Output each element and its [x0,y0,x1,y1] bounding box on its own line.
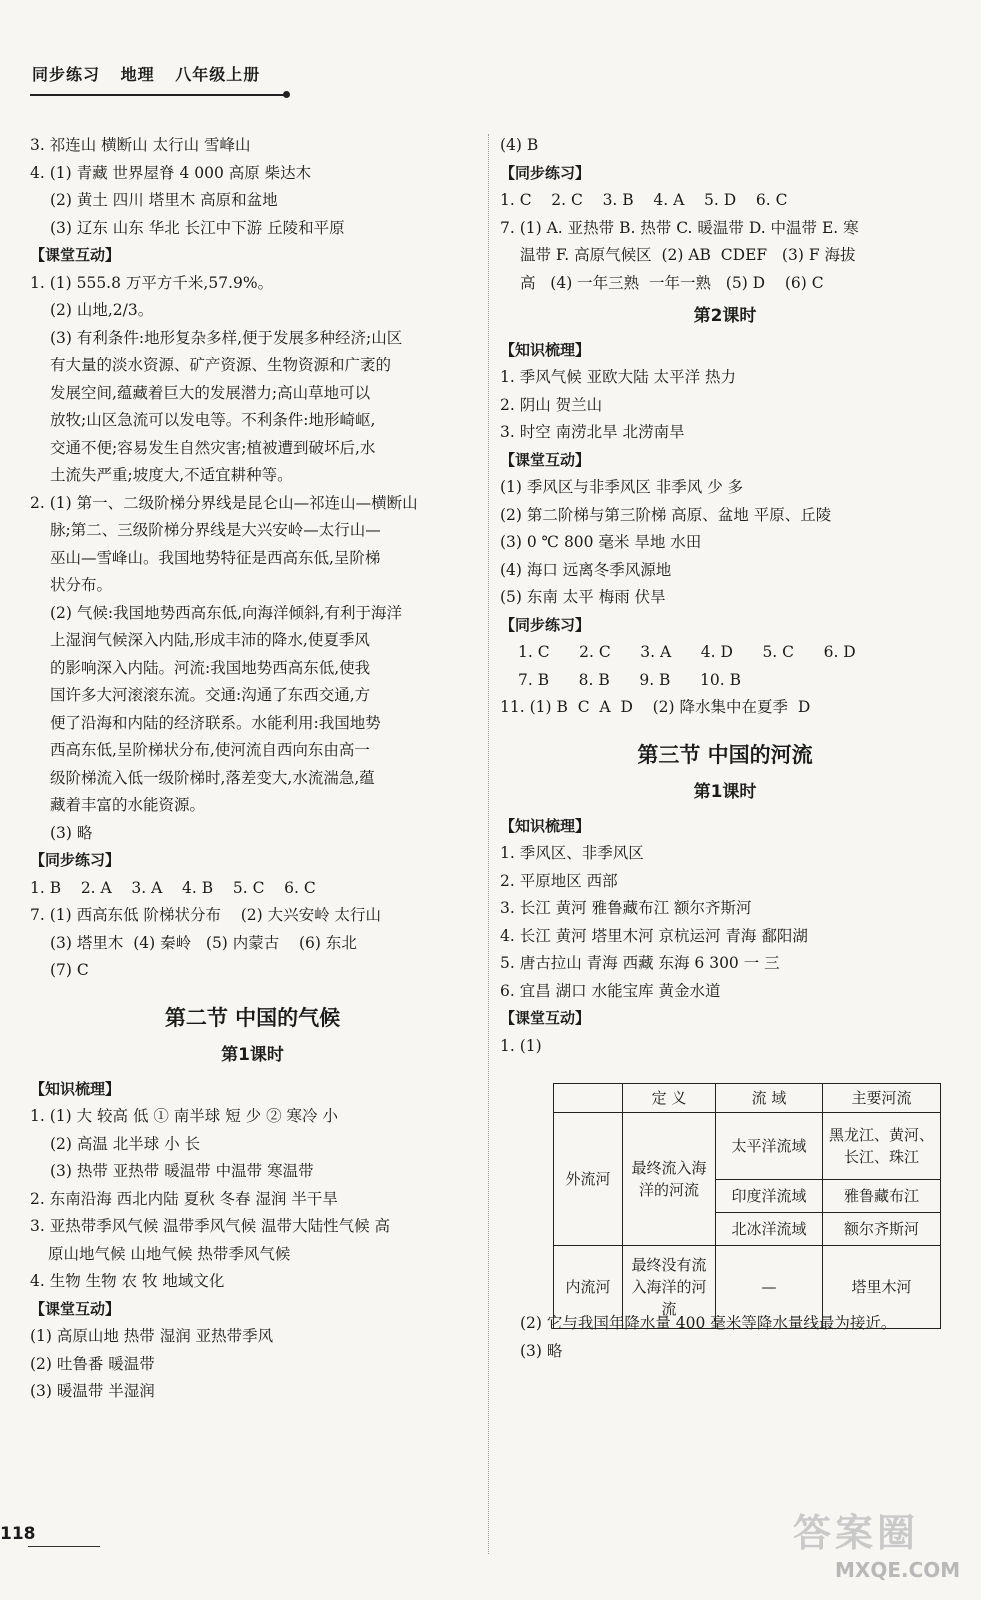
answer-line: 7. (1) 西高东低 阶梯状分布 (2) 大兴安岭 太行山 [30,906,382,924]
answer-line: (2) 吐鲁番 暖温带 [30,1354,155,1373]
answer-line: 1. C 2. C 3. A 4. D 5. C 6. D [518,643,856,661]
answer-line: 有大量的淡水资源、矿产资源、生物资源和广袤的 [50,356,392,374]
river-table [553,1083,941,1329]
answer-line: 2. 东南沿海 西北内陆 夏秋 冬春 湿润 半干旱 [30,1189,338,1208]
answer-line: 西高东低,呈阶梯状分布,使河流自西向东由高一 [50,741,370,759]
answer-line: 交通不便;容易发生自然灾害;植被遭到破坏后,水 [50,438,376,457]
table-header-blank [554,1084,623,1113]
answer-line: (2) 它与我国年降水量 400 毫米等降水量线最为接近。 [520,1314,897,1332]
answer-line: 土流失严重;坡度大,不适宜耕种等。 [50,466,293,484]
watermark-url: MXQE.COM [835,1558,961,1582]
section-label: 【同步练习】 [500,163,591,182]
answer-line: 1. C 2. C 3. B 4. A 5. D 6. C [500,191,788,209]
answer-line: (3) 有利条件:地形复杂多样,便于发展多种经济;山区 [50,328,403,347]
lesson-title: 第2课时 [693,306,757,326]
answer-line: (3) 暖温带 半湿润 [30,1382,155,1400]
answer-line: 1. (1) 555.8 万平方千米,57.9%。 [30,273,274,292]
answer-line: (2) 第二阶梯与第三阶梯 高原、盆地 平原、丘陵 [500,505,832,524]
river-basin: 印度洋流域 [716,1180,823,1213]
answer-line: 7. B 8. B 9. B 10. B [518,670,741,689]
answer-line: 上湿润气候深入内陆,形成丰沛的降水,使夏季风 [50,631,370,649]
lesson-title: 第1课时 [693,782,757,802]
answer-line: 温带 F. 高原气候区 (2) AB CDEF (3) F 海拔 [520,246,856,264]
river-names: 塔里木河 [823,1246,941,1329]
answer-line: 发展空间,蕴藏着巨大的发展潜力;高山草地可以 [50,383,371,402]
answer-line: (2) 高温 北半球 小 长 [50,1134,201,1153]
section-title: 第三节 中国的河流 [637,742,813,767]
grade: 八年级上册 [175,65,261,84]
section-label: 【同步练习】 [500,615,591,634]
table-header: 流 域 [716,1084,823,1113]
answer-line: (7) C [50,961,89,979]
answer-line: 3. 亚热带季风气候 温带季风气候 温带大陆性气候 高 [30,1217,390,1235]
section-label: 【同步练习】 [30,851,121,869]
answer-line: 原山地气候 山地气候 热带季风气候 [48,1244,291,1263]
answer-line: 11. (1) B C A D (2) 降水集中在夏季 D [500,698,811,716]
answer-line: (2) 黄土 四川 塔里木 高原和盆地 [50,191,278,209]
river-basin: 北冰洋流域 [716,1213,823,1246]
answer-line: (2) 山地,2/3。 [50,301,154,319]
page-number: 118 [0,1524,36,1544]
answer-line: 藏着丰富的水能资源。 [50,796,206,814]
answer-line: 3. 长江 黄河 雅鲁藏布江 额尔齐斯河 [500,899,752,917]
page-header [32,62,274,85]
header-dot [283,91,290,98]
answer-line: 2. 阴山 贺兰山 [500,395,603,414]
answer-line: (3) 略 [520,1341,563,1360]
answer-line: 4. 长江 黄河 塔里木河 京杭运河 青海 鄱阳湖 [500,926,808,945]
answer-line: 便了沿海和内陆的经济联系。水能利用:我国地势 [50,713,381,732]
lesson-title: 第1课时 [221,1045,284,1065]
section-label: 【知识梳理】 [500,816,591,835]
river-basin: 太平洋流域 [716,1113,823,1180]
river-names: 黑龙江、黄河、长江、珠江 [823,1113,941,1180]
header-rule [30,94,286,96]
table-header-row [554,1084,941,1113]
answer-line: 巫山—雪峰山。我国地势特征是西高东低,呈阶梯 [50,548,381,567]
answer-line: (3) 塔里木 (4) 秦岭 (5) 内蒙古 (6) 东北 [50,933,357,952]
river-definition: 最终没有流入海洋的河流 [623,1246,716,1329]
book-title: 同步练习 [32,65,101,84]
answer-line: (3) 热带 亚热带 暖温带 中温带 寒温带 [50,1162,314,1180]
answer-line: 6. 宜昌 湖口 水能宝库 黄金水道 [500,981,721,1000]
answer-line: 3. 祁连山 横断山 太行山 雪峰山 [30,136,251,154]
answer-line: 4. (1) 青藏 世界屋脊 4 000 高原 柴达木 [30,163,312,182]
table-header: 定 义 [623,1084,716,1113]
answer-line: 1. B 2. A 3. A 4. B 5. C 6. C [30,878,316,897]
answer-line: (1) 高原山地 热带 湿润 亚热带季风 [30,1327,274,1345]
answer-line: (3) 辽东 山东 华北 长江中下游 丘陵和平原 [50,218,345,237]
answer-line: 级阶梯流入低一级阶梯时,落差变大,水流湍急,蕴 [50,768,375,787]
answer-line: (3) 略 [50,823,93,842]
answer-line: 的影响深入内陆。河流:我国地势西高东低,使我 [50,658,371,677]
answer-line: 1. 季风气候 亚欧大陆 太平洋 热力 [500,368,736,386]
left-column [30,132,475,1406]
answer-line: 状分布。 [50,576,113,594]
answer-line: 脉;第二、三级阶梯分界线是大兴安岭—太行山— [50,521,381,539]
answer-line: 5. 唐古拉山 青海 西藏 东海 6 300 一 三 [500,954,780,972]
answer-line: 1. (1) [500,1036,542,1055]
answer-line: 3. 时空 南涝北旱 北涝南旱 [500,423,685,441]
section-label: 【课堂互动】 [30,246,121,264]
answer-line: (5) 东南 太平 梅雨 伏旱 [500,588,666,606]
river-type: 外流河 [554,1113,623,1246]
answer-line: (4) 海口 远离冬季风源地 [500,560,672,579]
river-names: 额尔齐斯河 [823,1213,941,1246]
answer-line: (2) 气候:我国地势西高东低,向海洋倾斜,有利于海洋 [50,603,402,622]
answer-line: 7. (1) A. 亚热带 B. 热带 C. 暖温带 D. 中温带 E. 寒 [500,218,859,237]
column-divider [488,134,489,1554]
page-number-rule [28,1546,100,1547]
answer-line: 4. 生物 生物 农 牧 地域文化 [30,1272,225,1290]
answer-line: 国许多大河滚滚东流。交通:沟通了东西交通,方 [50,686,371,704]
river-definition: 最终流入海洋的河流 [623,1113,716,1246]
section-title: 第二节 中国的气候 [164,1005,341,1030]
watermark-logo: 答案圈 [793,1511,920,1555]
section-label: 【课堂互动】 [500,1009,591,1027]
answer-line: (3) 0 ℃ 800 毫米 旱地 水田 [500,533,702,551]
section-label: 【知识梳理】 [500,340,591,359]
answer-line: 2. (1) 第一、二级阶梯分界线是昆仑山—祁连山—横断山 [30,493,418,512]
answer-line: 高 (4) 一年三熟 一年一熟 (5) D (6) C [520,273,824,292]
answer-line: 放牧;山区急流可以发电等。不利条件:地形崎岖, [50,411,376,429]
table-row [554,1113,941,1180]
answer-line: 1. 季风区、非季风区 [500,844,644,862]
river-type: 内流河 [554,1246,623,1329]
section-label: 【知识梳理】 [30,1079,121,1098]
river-names: 雅鲁藏布江 [823,1180,941,1213]
answer-line: (1) 季风区与非季风区 非季风 少 多 [500,478,744,496]
section-label: 【课堂互动】 [500,450,591,469]
answer-line: (4) B [500,136,539,154]
subject: 地理 [120,65,155,84]
river-basin: — [716,1246,823,1329]
answer-line: 1. (1) 大 较高 低 ① 南半球 短 少 ② 寒冷 小 [30,1107,338,1125]
section-label: 【课堂互动】 [30,1299,121,1318]
answer-line: 2. 平原地区 西部 [500,871,618,890]
table-row [554,1246,941,1329]
table-header: 主要河流 [823,1084,941,1113]
